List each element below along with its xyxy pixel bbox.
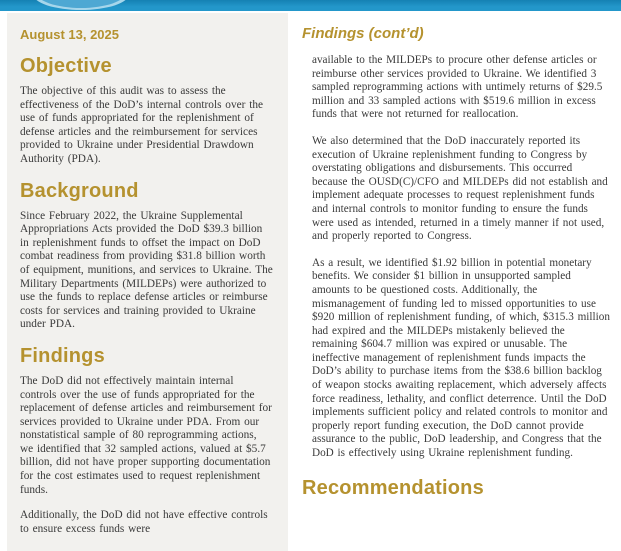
background-section: [20, 180, 273, 332]
section-heading-findings: Findings: [20, 344, 105, 367]
summary-sidebar: [7, 13, 288, 551]
section-heading-recommendations: Recommendations: [302, 476, 484, 499]
report-date: August 13, 2025: [20, 27, 119, 42]
top-banner: [0, 0, 621, 11]
background-paragraph: Since February 2022, the Ukraine Supplemental Appropriations Acts provided the DoD $39.3 billion in replenishment funds to offset the impact on DoD combat readiness from providing $31.8 billion worth of equipment, munitions, and services to Ukraine. The Military Departments (MILDEPs) were authorized to use the funds to replace defense articles or reimburse costs for services and training provided to Ukraine under PDA.: [20, 209, 273, 331]
findings-paragraph-2: Additionally, the DoD did not have effective controls to ensure excess funds were: [20, 509, 268, 535]
findings-paragraph-1: The DoD did not effectively maintain internal controls over the use of funds appropriated for the replacement of defense articles and reimbursement for services provided to Ukraine under PDA. From our nonstatistical sample of 80 reprogramming actions, we identified that 32 sampled actions, valued at $5.7 billion, did not have proper supporting documentation for the cost estimates used to request replenishment funds.: [20, 374, 272, 496]
objective-paragraph: The objective of this audit was to assess the effectiveness of the DoD’s internal controls over the use of funds appropriated for the replenishment of defense articles and the reimbursement for services provided to Ukraine under Presidential Drawdown Authority (PDA).: [20, 85, 264, 165]
section-heading-objective: Objective: [20, 55, 112, 77]
main-column: [288, 13, 621, 551]
findings-contd-paragraph-3: As a result, we identified $1.92 billion in potential monetary benefits. We consider $1 billion in unsupported sampled amounts to be questioned costs. Additionally, the mismanagement of funding led to missed opportunities to use $920 million of replenishment funding, of which, $315.3 million had expired and the MILDEPs mistakenly believed the remaining $604.7 million was expired or unusable. The ineffective management of replenishment funds impacts the DoD’s ability to purchase items from the $38.6 billion backlog of weapon stocks awaiting replacement, which adversely affects force readiness, lethality, and conflict deterrence. Until the DoD implements sufficient policy and related controls to monitor and properly report funding execution, the DoD cannot provide assurance to the public, DoD leadership, and Congress that the DoD is effectively using Ukraine replenishment funding.: [312, 256, 610, 460]
findings-contd-paragraph-1: available to the MILDEPs to procure other defense articles or reimburse other services provided to Ukraine. We identified 3 sampled reprogramming actions with untimely returns of $29.5 million and 33 sampled actions with $519.6 million in excess funds that were not returned for reallocation.: [312, 54, 603, 121]
section-heading-background: Background: [20, 179, 139, 202]
objective-section: [20, 55, 273, 167]
findings-contd-paragraph-2: We also determined that the DoD inaccurately reported its execution of Ukraine replenishment funding to Congress by overstating obligations and disbursements. This occurred because the OUSD(C)/CFO and MILDEPs did not establish and implement adequate processes to request replenishment funds and internal controls to monitor funding to ensure the funds were used as intended, returned in a timely manner if not used, and properly reported to Congress.: [312, 134, 608, 243]
section-heading-findings-contd: Findings (cont’d): [302, 25, 424, 42]
findings-section: [20, 345, 273, 537]
findings-contd-body: [312, 54, 611, 461]
